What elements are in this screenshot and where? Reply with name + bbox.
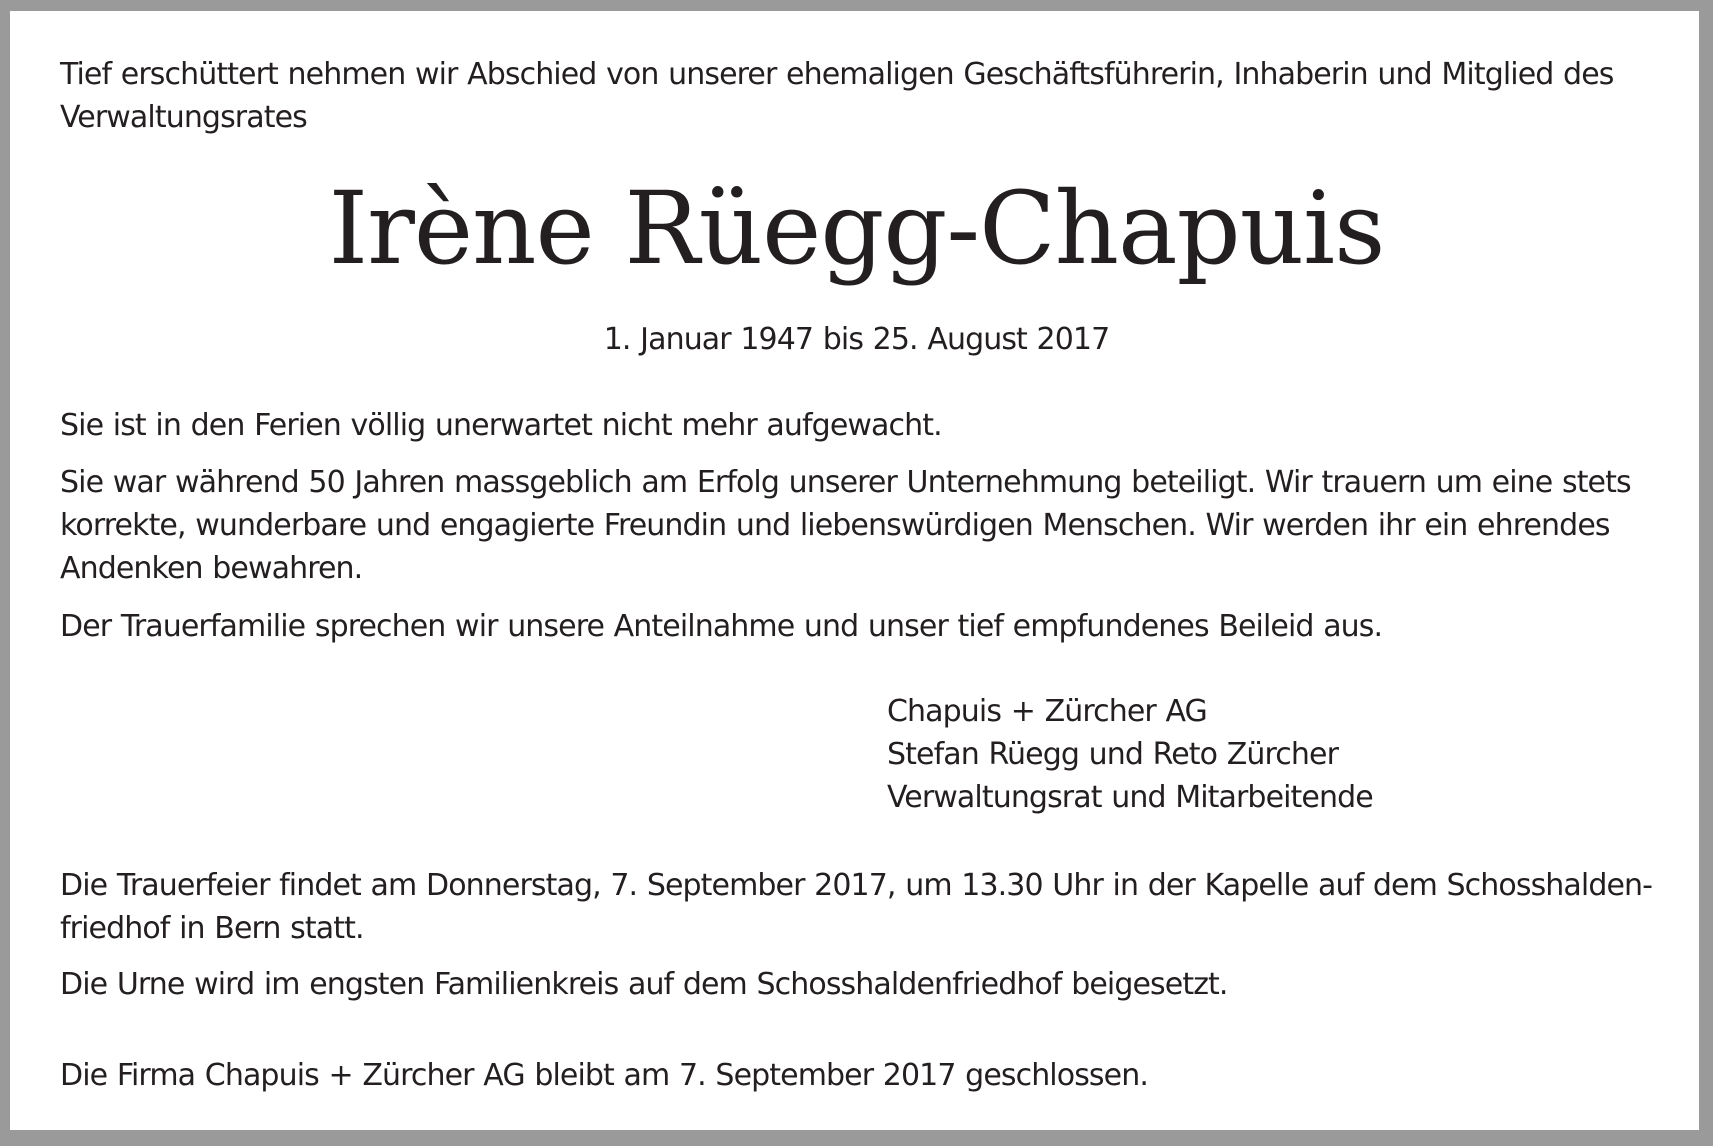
intro-line-2: Verwaltungsrates — [60, 100, 307, 135]
paragraph-condolence-line: Der Trauerfamilie sprechen wir unsere Anteilnahme und unser tief empfundenes Beileid aus. — [60, 609, 1383, 644]
signature-block — [887, 690, 1373, 819]
paragraph-tribute-line-1: Sie war während 50 Jahren massgeblich am Erfolg unserer Unternehmung beteiligt. Wir trauern um eine stets — [60, 465, 1631, 500]
deceased-name: Irène Rüegg-Chapuis — [328, 170, 1385, 287]
signature-names: Stefan Rüegg und Reto Zürcher — [887, 737, 1339, 772]
paragraph-tribute-line-2: korrekte, wunderbare und engagierte Freundin und liebenswürdigen Menschen. Wir werden ihr ein ehrendes — [60, 508, 1610, 543]
funeral-line-1: Die Trauerfeier findet am Donnerstag, 7. September 2017, um 13.30 Uhr in der Kapelle auf dem Schosshalden- — [60, 868, 1653, 903]
closure-line: Die Firma Chapuis + Zürcher AG bleibt am 7. September 2017 geschlossen. — [60, 1058, 1148, 1093]
paragraph-tribute-line-3: Andenken bewahren. — [60, 551, 363, 586]
urn-info — [60, 963, 1660, 1006]
signature-board: Verwaltungsrat und Mitarbeitende — [887, 780, 1373, 815]
paragraph-unexpected-line: Sie ist in den Ferien völlig unerwartet nicht mehr aufgewacht. — [60, 408, 942, 443]
paragraph-unexpected — [60, 404, 1660, 447]
paragraph-condolence — [60, 605, 1660, 648]
signature-company: Chapuis + Zürcher AG — [887, 694, 1207, 729]
paragraph-tribute — [60, 461, 1660, 590]
closure-info — [60, 1054, 1660, 1097]
intro-text — [60, 53, 1660, 139]
funeral-info — [60, 864, 1660, 950]
funeral-line-2: friedhof in Bern statt. — [60, 911, 364, 946]
intro-line-1: Tief erschüttert nehmen wir Abschied von unserer ehemaligen Geschäftsführerin, Inhaberin und Mitglied des — [60, 57, 1614, 92]
urn-line: Die Urne wird im engsten Familienkreis auf dem Schosshaldenfriedhof beigesetzt. — [60, 967, 1228, 1002]
life-dates: 1. Januar 1947 bis 25. August 2017 — [603, 322, 1110, 357]
